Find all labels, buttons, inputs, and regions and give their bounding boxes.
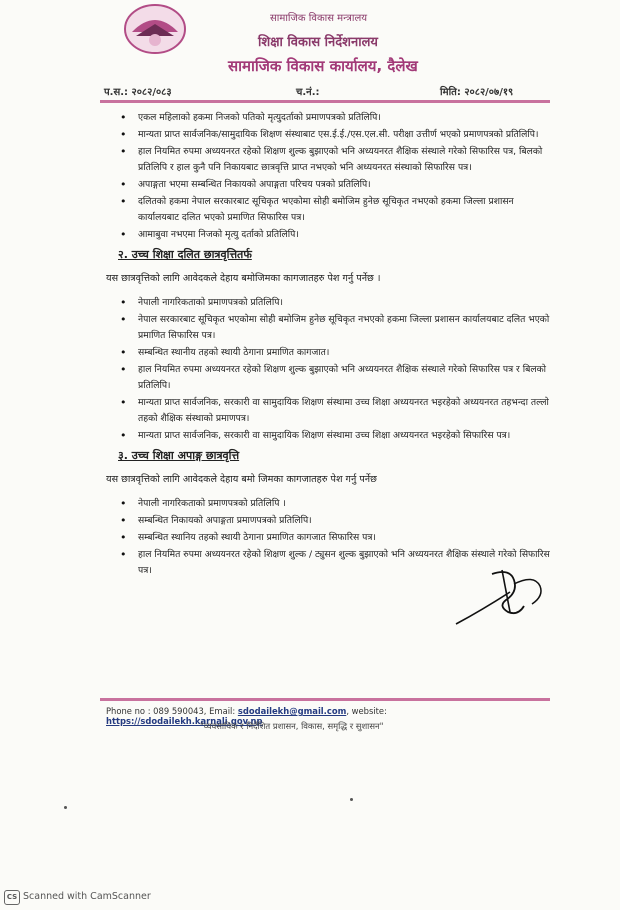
section1-list — [106, 110, 554, 243]
scan-speck — [350, 798, 353, 801]
list-item: • नेपाली नागरिकताको प्रमाणपत्रको प्रतिलिपि। — [106, 295, 554, 311]
email-link[interactable]: sdodailekh@gmail.com — [237, 706, 347, 716]
section2-list — [106, 295, 554, 444]
list-item: • नेपाल सरकारबाट सूचिकृत भएकोमा सोही बमोजिम हुनेछ सूचिकृत नभएको हकमा जिल्ला प्रशासन कार्यालयबाट दलित भएको प्रमाणित सिफारिस पत्र। — [106, 312, 554, 344]
footer-divider — [100, 698, 550, 701]
header-divider — [100, 100, 550, 103]
list-item: • मान्यता प्राप्त सार्वजनिक, सरकारी वा सामुदायिक शिक्षण संस्थामा उच्च शिक्षा अध्ययनरत भइरहेको सिफारिस पत्र। — [106, 428, 554, 444]
list-item: • सम्बन्धित स्थानीय तहको स्थायी ठेगाना प्रमाणित कागजात। — [106, 345, 554, 361]
list-item: • हाल नियमित रुपमा अध्ययनरत रहेको शिक्षण शुल्क बुझाएको भनि अध्ययनरत शैक्षिक संस्थाले गरेको सिफारिस पत्र र बिलको प्रतिलिपि। — [106, 362, 554, 394]
list-item: • एकल महिलाको हकमा निजको पतिको मृत्युदर्ताको प्रमाणपत्रको प्रतिलिपि। — [106, 110, 554, 126]
website-label: , website: — [346, 706, 387, 716]
section3-title: ३. उच्च शिक्षा अपाङ्ग छात्रवृत्ति — [118, 449, 240, 462]
list-item: • हाल नियमित रुपमा अध्ययनरत रहेको शिक्षण शुल्क / ट्युसन शुल्क बुझाएको भनि अध्ययनरत शैक्षिक संस्थाले गरेको सिफारिस पत्र। — [106, 547, 554, 579]
camscanner-icon: CS — [4, 890, 20, 905]
office-name: सामाजिक विकास कार्यालय, दैलेख — [228, 57, 418, 75]
list-item: • मान्यता प्राप्त सार्वजनिक, सरकारी वा सामुदायिक शिक्षण संस्थामा उच्च शिक्षा अध्ययनरत भइरहेको अध्ययनरत तहभन्दा तल्लो तहको शैक्षिक संस्थाको प्रमाणपत्र। — [106, 395, 554, 427]
scanner-watermark — [4, 890, 151, 905]
list-item: • आमाबुवा नभएमा निजको मृत्यु दर्ताको प्रतिलिपि। — [106, 227, 554, 243]
scanner-text: Scanned with CamScanner — [23, 891, 151, 902]
section2-title: २. उच्च शिक्षा दलित छात्रवृत्तितर्फ — [118, 248, 252, 261]
list-item: • अपाङ्गता भएमा सम्बन्धित निकायको अपाङ्गता परिचय पत्रको प्रतिलिपि। — [106, 177, 554, 193]
list-item: • सम्बन्धित निकायको अपाङ्गता प्रमाणपत्रको प्रतिलिपि। — [106, 513, 554, 529]
directorate-name: शिक्षा विकास निर्देशनालय — [258, 35, 378, 50]
phone-text: Phone no : 089 590043, Email: — [106, 706, 238, 716]
list-item: • सम्बन्धित स्थानिय तहको स्थायी ठेगाना प्रमाणित कागजात सिफारिस पत्र। — [106, 530, 554, 546]
list-item: • मान्यता प्राप्त सार्वजनिक/सामुदायिक शिक्षण संस्थाबाट एस.ई.ई./एस.एल.सी. परीक्षा उत्तीर्ण भएको प्रमाणपत्रको प्रतिलिपि। — [106, 127, 554, 143]
motto: "व्यवसायिक र निर्देशित प्रशासन, विकास, समृद्धि र सुशासन" — [200, 721, 384, 731]
letter-date: मिति: २०८२/०७/१९ — [440, 87, 514, 98]
emblem-logo — [122, 2, 188, 56]
reference-number: प.स.: २०८२/०८३ — [104, 87, 172, 98]
list-item: • दलितको हकमा नेपाल सरकारबाट सूचिकृत भएकोमा सोही बमोजिम हुनेछ सूचिकृत नभएको हकमा जिल्ला प्रशासन कार्यालयबाट दलित भएको प्रमाणित सिफारिस पत्र। — [106, 194, 554, 226]
section3-intro: यस छात्रवृत्तिको लागि आवेदकले देहाय बमो जिमका कागजातहरु पेश गर्नु पर्नेछ — [106, 474, 377, 485]
letter-body — [106, 110, 554, 580]
ministry-name: सामाजिक विकास मन्त्रालय — [270, 13, 368, 24]
signature — [452, 566, 562, 636]
list-item: • हाल नियमित रुपमा अध्ययनरत रहेको शिक्षण शुल्क बुझाएको भनि अध्ययनरत शैक्षिक संस्थाले गरेको सिफारिस पत्र, बिलको प्रतिलिपि र हाल कुनै पनि निकायबाट छात्रवृत्ति प्राप्त नभएको भनि अध्ययनरत संस्थाको सिफारिस पत्र। — [106, 144, 554, 176]
dispatch-number: च.नं.: — [296, 87, 320, 98]
list-item: • नेपाली नागरिकताको प्रमाणपत्रको प्रतिलिपि । — [106, 496, 554, 512]
website-link[interactable]: https://sdodailekh.karnali.gov.np — [106, 716, 263, 726]
scan-speck — [64, 806, 67, 809]
section2-intro: यस छात्रवृत्तिको लागि आवेदकले देहाय बमोजिमका कागजातहरु पेश गर्नु पर्नेछ । — [106, 273, 381, 284]
